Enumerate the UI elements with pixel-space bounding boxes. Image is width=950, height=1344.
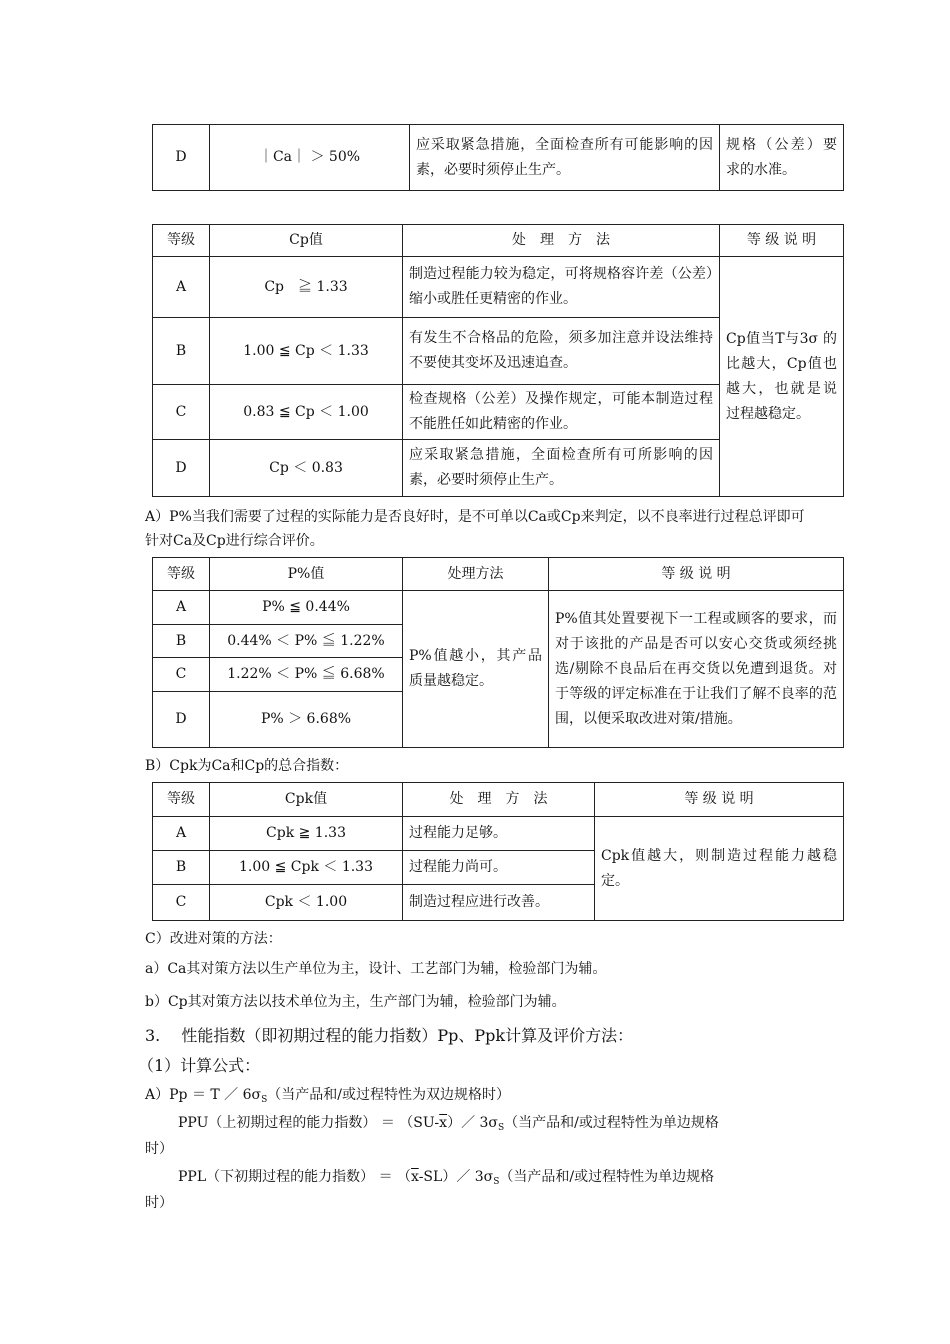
grade-cell: D	[153, 692, 210, 748]
note-cell: Cp值当T与3σ 的比越大，Cp值也越大，也就是说过程越稳定。	[720, 257, 844, 497]
grade-cell: A	[153, 591, 210, 625]
method-cell: 检查规格（公差）及操作规定，可能本制造过程不能胜任如此精密的作业。	[403, 385, 720, 440]
header-cell: Cp值	[210, 225, 403, 257]
header-cell: Cpk值	[210, 783, 403, 817]
table-header-row	[153, 783, 844, 817]
paragraph-b: B）Cpk为Ca和Cp的总合指数：	[145, 758, 349, 774]
header-cell: 等级	[153, 783, 210, 817]
header-cell: 等 级 说 明	[595, 783, 844, 817]
method-cell: 制造过程应进行改善。	[403, 885, 595, 921]
grade-cell: D	[153, 125, 210, 191]
table-row	[153, 817, 844, 851]
header-cell: 处理方法	[403, 558, 549, 591]
xbar-symbol: $\overline{x}$	[411, 1169, 419, 1185]
section-3-1-heading: （1）计算公式：	[138, 1056, 261, 1075]
note-cell: 规格（公差）要求的水准。	[720, 125, 844, 191]
value-cell: Cpk ≧ 1.33	[210, 817, 403, 851]
grade-cell: A	[153, 257, 210, 318]
value-cell: Cp ＜ 0.83	[210, 440, 403, 497]
formula-ppl	[178, 1167, 714, 1192]
formula-ppu	[178, 1113, 719, 1138]
method-cell: P%值越小，其产品质量越稳定。	[403, 591, 549, 748]
table-row	[153, 591, 844, 625]
value-cell: 0.44% ＜ P% ≦ 1.22%	[210, 625, 403, 658]
header-cell: 等 级 说 明	[720, 225, 844, 257]
value-cell: 0.83 ≦ Cp ＜ 1.00	[210, 385, 403, 440]
section-3-heading: 3. 性能指数（即初期过程的能力指数）Pp、Ppk计算及评价方法：	[145, 1026, 634, 1045]
note-cell: Cpk值越大，则制造过程能力越稳定。	[595, 817, 844, 921]
table-header-row	[153, 225, 844, 257]
formula-text: -SL）／ 3σ	[418, 1169, 494, 1185]
grade-cell: B	[153, 318, 210, 385]
formula-text: （当产品和/或过程特性为双边规格时）	[267, 1087, 510, 1103]
grade-cell: D	[153, 440, 210, 497]
formula-text: ）／ 3σ	[447, 1115, 498, 1131]
grade-cell: C	[153, 885, 210, 921]
value-cell: P% ≦ 0.44%	[210, 591, 403, 625]
cp-table	[152, 224, 844, 497]
method-cell: 应采取紧急措施，全面检查所有可所影响的因素，必要时须停止生产。	[403, 440, 720, 497]
header-cell: 处 理 方 法	[403, 225, 720, 257]
formula-text: （当产品和/或过程特性为单边规格	[504, 1115, 719, 1131]
paragraph-c: C）改进对策的方法：	[145, 931, 282, 947]
top-grade-table	[152, 124, 844, 191]
grade-cell: C	[153, 658, 210, 692]
table-row	[153, 257, 844, 318]
table-header-row	[153, 558, 844, 591]
formula-text: （当产品和/或过程特性为单边规格	[499, 1169, 715, 1185]
header-cell: 等 级 说 明	[549, 558, 844, 591]
table-row	[153, 125, 844, 191]
formula-text: PPU（上初期过程的能力指数） ＝ （SU-	[178, 1115, 440, 1131]
formula-subscript: S	[261, 1095, 268, 1105]
p-percent-table	[152, 557, 844, 748]
cpk-table	[152, 782, 844, 921]
value-cell: 1.22% ＜ P% ≦ 6.68%	[210, 658, 403, 692]
method-cell: 应采取紧急措施，全面检查所有可能影响的因素，必要时须停止生产。	[410, 125, 720, 191]
header-cell: 等级	[153, 558, 210, 591]
header-cell: 等级	[153, 225, 210, 257]
note-cell: P%值其处置要视下一工程或顾客的要求，而对于该批的产品是否可以安心交货或须经挑选/剔除不良品后在再交货以免遭到退货。对于等级的评定标准在于让我们了解不良率的范围，以便采取改进对策/措施。	[549, 591, 844, 748]
method-cell: 制造过程能力较为稳定，可将规格容许差（公差）缩小或胜任更精密的作业。	[403, 257, 720, 318]
grade-cell: C	[153, 385, 210, 440]
formula-subscript: S	[498, 1123, 505, 1133]
paragraph-c-b: b）Cp其对策方法以技术单位为主，生产部门为辅，检验部门为辅。	[145, 994, 566, 1010]
value-cell: ｜Ca｜ ＞ 50%	[210, 125, 410, 191]
method-cell: 过程能力足够。	[403, 817, 595, 851]
formula-ppl-continuation: 时）	[145, 1195, 173, 1211]
formula-ppu-continuation: 时）	[145, 1141, 173, 1157]
method-cell: 有发生不合格品的危险，须多加注意并设法维持不要使其变坏及迅速追查。	[403, 318, 720, 385]
xbar-symbol: $\overline{x}$	[439, 1115, 448, 1131]
formula-text: A）Pp ＝ T ／ 6σ	[145, 1087, 262, 1103]
grade-cell: A	[153, 817, 210, 851]
header-cell: P%值	[210, 558, 403, 591]
value-cell: Cpk ＜ 1.00	[210, 885, 403, 921]
paragraph-c-a: a）Ca其对策方法以生产单位为主，设计、工艺部门为辅，检验部门为辅。	[145, 961, 607, 977]
header-cell: 处 理 方 法	[403, 783, 595, 817]
value-cell: 1.00 ≦ Cp ＜ 1.33	[210, 318, 403, 385]
value-cell: Cp ≧ 1.33	[210, 257, 403, 318]
paragraph-a: A）P%当我们需要了过程的实际能力是否良好时，是不可单以Ca或Cp来判定，以不良率进行过程总评即可针对Ca及Cp进行综合评价。	[145, 509, 805, 549]
grade-cell: B	[153, 851, 210, 885]
formula-text: PPL（下初期过程的能力指数） ＝ （	[178, 1169, 412, 1185]
value-cell: 1.00 ≦ Cpk ＜ 1.33	[210, 851, 403, 885]
formula-pp	[145, 1085, 510, 1110]
method-cell: 过程能力尚可。	[403, 851, 595, 885]
grade-cell: B	[153, 625, 210, 658]
value-cell: P% ＞ 6.68%	[210, 692, 403, 748]
formula-subscript: S	[493, 1177, 500, 1187]
